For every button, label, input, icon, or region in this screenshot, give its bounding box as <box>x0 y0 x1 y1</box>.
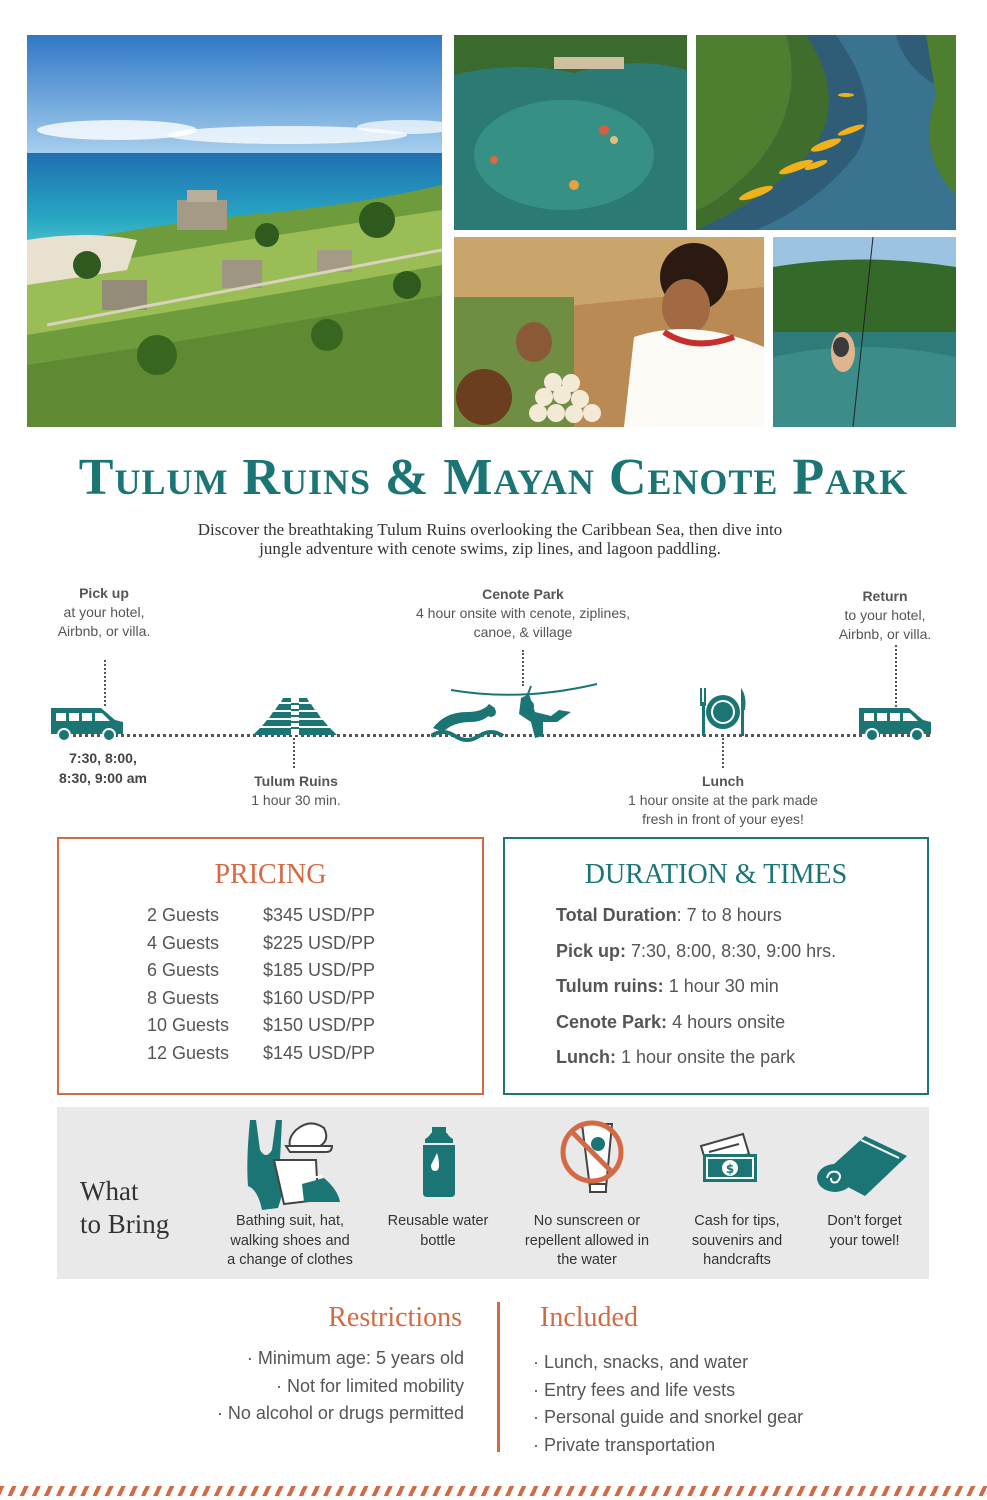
cenote-stem <box>522 650 524 686</box>
price-row <box>147 933 375 961</box>
bring-item-line: a change of clothes <box>227 1252 353 1268</box>
cenote-line-2: canoe, & village <box>473 624 573 640</box>
bring-item-line: Cash for tips, <box>694 1213 780 1229</box>
included-title: Included <box>540 1302 638 1333</box>
duration-label: Tulum ruins: <box>556 976 664 996</box>
price: $185 USD/PP <box>263 960 376 980</box>
pickup-times-line-1: 7:30, 8:00, <box>69 750 137 766</box>
duration-value: 7:30, 8:00, 8:30, 9:00 hrs. <box>631 940 837 961</box>
duration-label: Cenote Park: <box>556 1011 668 1032</box>
footer-dashed-border <box>0 1486 987 1496</box>
bring-item-cash <box>672 1212 802 1271</box>
price-row <box>147 1015 375 1043</box>
guest-count: 10 Guests <box>147 1015 230 1035</box>
restrictions-title: Restrictions <box>328 1302 462 1333</box>
duration-separator: : <box>676 905 687 925</box>
swim-zipline-icon <box>431 682 601 744</box>
pickup-line-2: Airbnb, or villa. <box>57 623 151 639</box>
price-row <box>147 905 375 933</box>
return-title: Return <box>862 588 908 604</box>
guest-count: 4 Guests <box>147 932 220 953</box>
price-row <box>147 988 375 1016</box>
bring-item-towel <box>802 1212 927 1251</box>
cenote-title: Cenote Park <box>482 586 564 602</box>
duration-box <box>503 837 929 1095</box>
towel-icon <box>815 1134 909 1198</box>
intro-line-1: Discover the breathtaking Tulum Ruins overlooking the Caribbean Sea, then dive into <box>197 520 783 539</box>
zipline-photo <box>773 237 956 427</box>
list-item: · Private transportation <box>533 1434 716 1455</box>
pricing-box <box>57 837 484 1095</box>
list-item: · Not for limited mobility <box>275 1375 464 1396</box>
cenote-label <box>392 585 654 642</box>
pyramid-icon <box>249 696 341 736</box>
swimsuit-hat-shoes-icon <box>244 1120 344 1210</box>
lunch-stem <box>722 738 724 768</box>
bring-item-line: handcrafts <box>703 1252 771 1268</box>
cash-icon <box>699 1132 761 1188</box>
bring-item-no-sunscreen <box>512 1212 662 1271</box>
intro-text <box>90 520 890 558</box>
return-line-1: to your hotel, <box>844 607 926 623</box>
price: $345 USD/PP <box>263 905 376 925</box>
van-icon <box>47 704 125 742</box>
price: $160 USD/PP <box>263 987 376 1008</box>
ruins-label <box>221 772 371 810</box>
no-sunscreen-icon <box>560 1120 628 1194</box>
ruins-title: Tulum Ruins <box>254 773 338 789</box>
list-item: · No alcohol or drugs permitted <box>216 1403 464 1423</box>
duration-value: 1 hour onsite the park <box>621 1047 796 1067</box>
pricing-list <box>147 905 375 1070</box>
list-item: · Entry fees and life vests <box>533 1379 736 1400</box>
price-row <box>147 960 375 988</box>
duration-row <box>556 976 836 1012</box>
bring-item-line: souvenirs and <box>691 1232 783 1249</box>
bring-item-line: your towel! <box>829 1232 900 1249</box>
section-divider <box>497 1302 500 1452</box>
bring-item-line: walking shoes and <box>230 1232 350 1249</box>
duration-row <box>556 905 836 941</box>
duration-row <box>556 941 836 977</box>
duration-row <box>556 1012 836 1048</box>
pricing-title: PRICING <box>214 859 327 890</box>
bring-item-line: Reusable water <box>387 1213 489 1229</box>
bring-item-clothes <box>217 1212 363 1271</box>
pickup-title: Pick up <box>79 585 129 601</box>
guest-count: 2 Guests <box>147 905 220 925</box>
lunch-line-2: fresh in front of your eyes! <box>642 811 804 827</box>
return-stem <box>895 645 897 707</box>
water-bottle-icon <box>417 1127 461 1197</box>
svg-text:$: $ <box>725 1162 735 1176</box>
list-item: · Personal guide and snorkel gear <box>533 1407 804 1427</box>
lagoon-kayaks-photo <box>696 35 956 230</box>
what-to-bring-band <box>57 1107 929 1279</box>
intro-line-2: jungle adventure with cenote swims, zip lines, and lagoon paddling. <box>259 539 721 558</box>
duration-value: 7 to 8 hours <box>686 905 782 925</box>
page-title: Tulum Ruins & Mayan Cenote Park <box>78 449 909 506</box>
pickup-label <box>34 584 174 641</box>
pickup-line-1: at your hotel, <box>63 604 145 620</box>
cenote-line-1: 4 hour onsite with cenote, ziplines, <box>415 605 630 621</box>
bring-item-line: the water <box>557 1252 617 1268</box>
bring-item-line: bottle <box>420 1232 456 1249</box>
return-label <box>815 587 955 644</box>
duration-value: 1 hour 30 min <box>668 976 779 996</box>
lunch-line-1: 1 hour onsite at the park made <box>628 792 818 808</box>
duration-title: DURATION & TIMES <box>584 859 848 890</box>
lunch-label <box>603 772 843 829</box>
price: $145 USD/PP <box>263 1042 376 1063</box>
what-to-bring-title-line-2: to Bring <box>80 1209 170 1239</box>
ruins-stem <box>293 738 295 768</box>
restrictions-list <box>217 1348 464 1431</box>
return-line-2: Airbnb, or villa. <box>838 626 932 642</box>
price: $150 USD/PP <box>263 1015 376 1035</box>
pickup-stem <box>104 660 106 706</box>
guest-count: 8 Guests <box>147 987 220 1008</box>
list-item: · Minimum age: 5 years old <box>246 1348 464 1368</box>
guest-count: 12 Guests <box>147 1042 230 1063</box>
bring-item-line: repellent allowed in <box>524 1232 650 1249</box>
guest-count: 6 Guests <box>147 960 220 980</box>
ruins-line-1: 1 hour 30 min. <box>251 792 341 808</box>
mayan-cook-photo <box>454 237 764 427</box>
bring-item-water-bottle <box>373 1212 503 1251</box>
lunch-title: Lunch <box>702 773 744 789</box>
duration-value: 4 hours onsite <box>672 1011 786 1032</box>
bring-item-line: Don't forget <box>827 1213 902 1229</box>
included-list <box>533 1352 803 1462</box>
duration-list <box>556 905 836 1083</box>
duration-label: Pick up: <box>556 940 627 961</box>
duration-label: Lunch: <box>556 1047 616 1067</box>
list-item: · Lunch, snacks, and water <box>533 1352 749 1372</box>
what-to-bring-title-line-1: What <box>80 1176 139 1206</box>
what-to-bring-title <box>80 1175 200 1241</box>
van-icon <box>855 704 933 742</box>
duration-label: Total Duration <box>556 905 677 925</box>
bring-item-line: Bathing suit, hat, <box>235 1213 344 1229</box>
plate-cutlery-icon <box>699 686 747 738</box>
pickup-times-line-2: 8:30, 9:00 am <box>59 770 147 786</box>
bring-item-line: No sunscreen or <box>533 1213 641 1229</box>
price: $225 USD/PP <box>263 932 376 953</box>
tulum-ruins-aerial-photo <box>27 35 442 427</box>
cenote-swimmers-photo <box>454 35 687 230</box>
price-row <box>147 1043 375 1071</box>
duration-row <box>556 1047 836 1083</box>
pickup-times <box>38 748 168 788</box>
